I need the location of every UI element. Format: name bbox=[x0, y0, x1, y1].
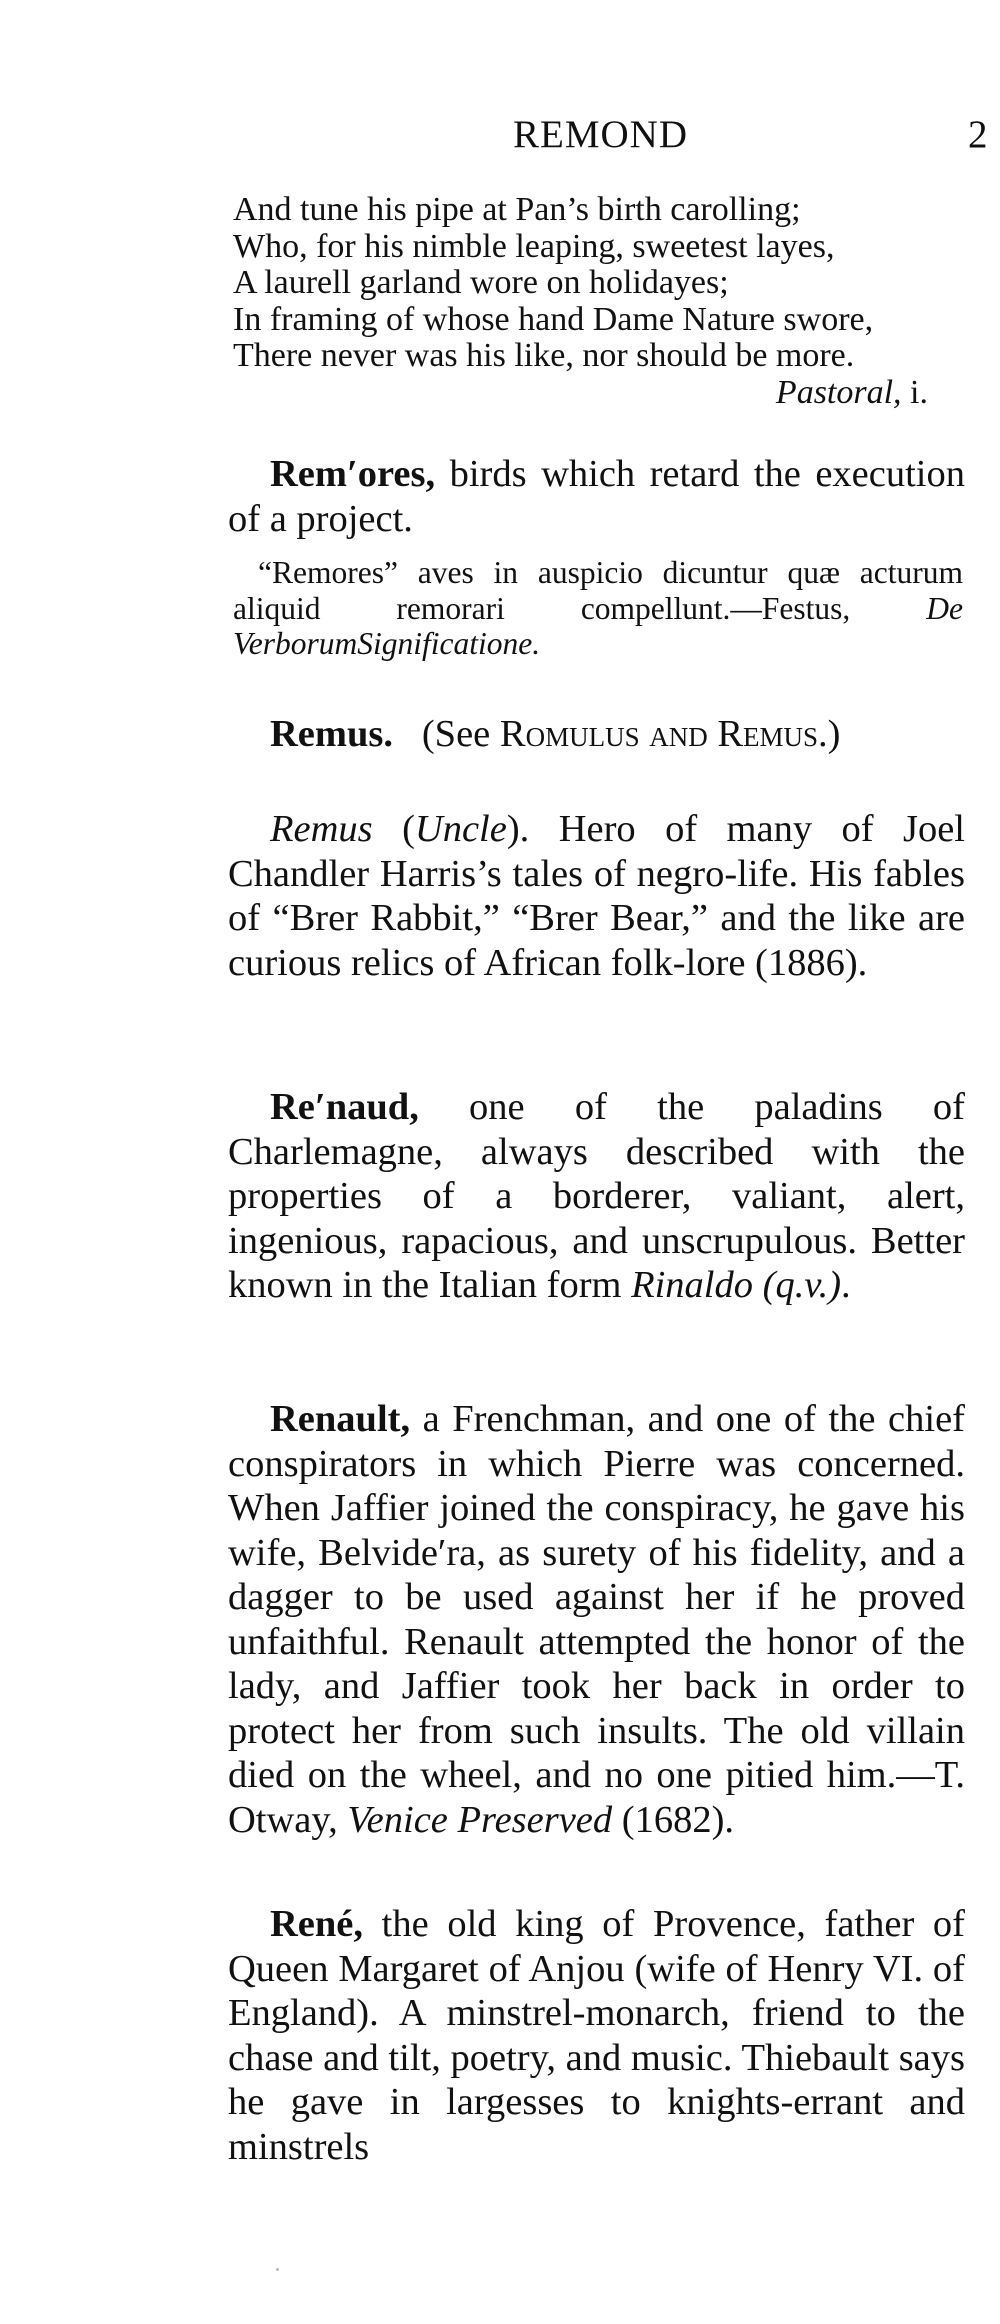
work-date: (1682). bbox=[612, 1798, 735, 1841]
verse-line: In framing of whose hand Dame Nature swore, bbox=[233, 300, 874, 338]
headword: Renault, bbox=[270, 1398, 411, 1440]
verse-source bbox=[233, 375, 933, 412]
qv-reference: (q.v.) bbox=[762, 1264, 842, 1306]
verse-quotation bbox=[233, 192, 933, 411]
page-number: 2 bbox=[968, 113, 989, 156]
quote-source: De VerborumSignificatione. bbox=[233, 590, 963, 661]
entry-uncle-remus bbox=[228, 807, 965, 985]
entry-text: birds which retard the execution of a project. bbox=[228, 453, 965, 540]
entry-text: Hero of many of Joel Chandler Harris’s tales of negro-life. His fables of “Brer Rabbit,” “Brer Bear,” and the like are curious relics of African folk-lore (1886). bbox=[228, 808, 965, 984]
entry-text: one of the paladins of Charlemagne, always described with the properties of a borderer, valiant, alert, ingenious, rapacious, and unscrupulous. Better known in the Italian form bbox=[228, 1086, 965, 1306]
entry-text: the old king of Provence, father of Queen Margaret of Anjou (wife of Henry VI. of England). A minstrel-monarch, friend to the chase and tilt, poetry, and music. Thiebault says he gave in largesses to knights-errant and minstrels bbox=[228, 1903, 965, 2168]
quote-text: “Remores” aves in auspicio dicuntur quæ acturum aliquid remorari compellunt.—Festus, bbox=[233, 555, 963, 626]
cross-reference: Romulus and Remus bbox=[499, 713, 819, 755]
running-head-title: REMOND bbox=[513, 113, 689, 156]
entry-renaud bbox=[228, 1085, 965, 1308]
paren-open: ( bbox=[372, 808, 415, 850]
work-title: Venice Preserved bbox=[347, 1798, 613, 1841]
entry-remus bbox=[228, 712, 965, 757]
entry-text: a Frenchman, and one of the chief conspirators in which Pierre was concerned. When Jaffier joined the conspiracy, he gave his wife, Belvide′ra, as surety of his fidelity, and a dagger to be used against her if he proved unfaithful. Renault attempted the honor of the lady, and Jaffier took her back in order to protect her from such insults. The old villain died on the wheel, and no one pitied him.—T. Otway, bbox=[228, 1398, 965, 1841]
headword: Re′naud, bbox=[270, 1086, 419, 1128]
running-head bbox=[0, 112, 1000, 162]
cross-ref-prefix: (See bbox=[421, 713, 500, 755]
verse-line: There never was his like, nor should be more. bbox=[233, 337, 855, 374]
headword: Remus bbox=[270, 808, 373, 850]
headword: René, bbox=[270, 1903, 364, 1945]
headword-qualifier: Uncle bbox=[414, 808, 507, 850]
verse-line: And tune his pipe at Pan’s birth carolling; bbox=[233, 191, 801, 228]
entry-end: . bbox=[841, 1264, 851, 1306]
headword: Rem′ores, bbox=[270, 453, 436, 495]
verse-source-title: Pastoral, bbox=[775, 373, 902, 411]
headword: Remus. bbox=[270, 713, 393, 755]
entry-remores bbox=[228, 452, 965, 541]
italian-form: Rinaldo bbox=[631, 1264, 754, 1306]
verse-line: Who, for his nimble leaping, sweetest layes, bbox=[233, 227, 835, 265]
latin-quotation bbox=[233, 555, 963, 662]
verse-source-part: i. bbox=[901, 373, 928, 411]
scan-speck bbox=[276, 2268, 279, 2271]
entry-rene bbox=[228, 1902, 965, 2169]
paren-close: ). bbox=[506, 808, 530, 850]
entry-renault bbox=[228, 1397, 965, 1842]
verse-line: A laurell garland wore on holidayes; bbox=[233, 264, 729, 301]
cross-ref-suffix: .) bbox=[818, 713, 841, 755]
spacer bbox=[753, 1264, 763, 1306]
